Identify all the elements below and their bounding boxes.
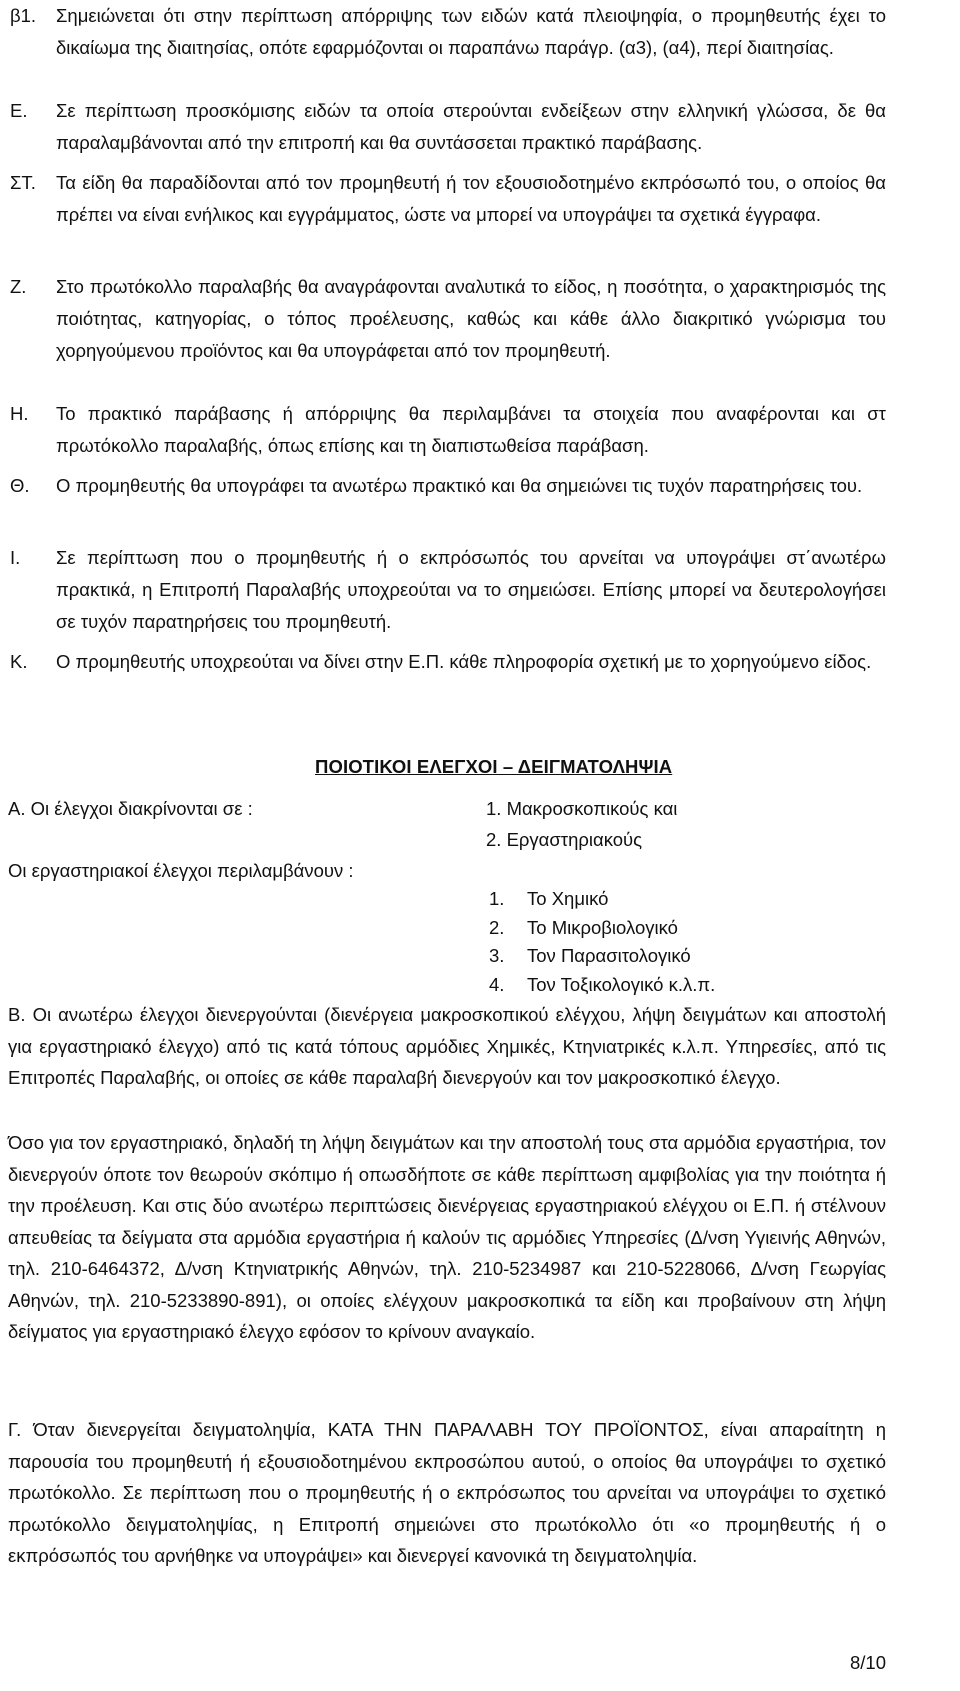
paragraph-label: ΣΤ. — [10, 172, 36, 193]
paragraph-text: Σημειώνεται ότι στην περίπτωση απόρριψης των ειδών κατά πλειοψηφία, ο προμηθευτής έχει το δικαίωμα της διαιτησίας, οπότε εφαρμόζονται οι παραπάνω παράγρ. (α3), (α4), περί διαιτησίας. — [56, 5, 886, 58]
paragraph-text: Τα είδη θα παραδίδονται από τον προμηθευτή ή τον εξουσιοδοτημένο εκπρόσωπό του, ο οποίος θα πρέπει να είναι ενήλικος και εγγράμματος, ώστε να μπορεί να υπογράψει τα σχετικά έγγραφα. — [56, 172, 886, 225]
lab-item-number: 2. — [489, 917, 505, 938]
paragraph-text: Στο πρωτόκολλο παραλαβής θα αναγράφονται αναλυτικά το είδος, η ποσότητα, ο χαρακτηρισμός της ποιότητας, κατηγορίας, ο τόπος προέλευσης, καθώς και κάθε άλλο διακριτικό γνώρισμα του χορηγούμενου προϊόντος και θα υπογράφεται από τον προμηθευτή. — [56, 276, 886, 361]
lab-item-number: 1. — [489, 888, 505, 909]
paragraph-text: Το πρακτικό παράβασης ή απόρριψης θα περιλαμβάνει τα στοιχεία που αναφέρονται και στ πρωτόκολλο παραλαβής, όπως επίσης και τη διαπιστωθείσα παράβαση. — [56, 403, 886, 456]
lab-checks-label: Οι εργαστηριακοί έλεγχοι περιλαμβάνουν : — [8, 860, 354, 881]
page-number: 8/10 — [849, 1652, 886, 1673]
checks-a-item: 2. Εργαστηριακούς — [486, 829, 643, 850]
paragraph-label: Ι. — [10, 547, 21, 568]
lab-item-text: Τον Παρασιτολογικό — [527, 945, 691, 966]
paragraph-label: Κ. — [10, 651, 28, 672]
section-heading: ΠΟΙΟΤΙΚΟΙ ΕΛΕΓΧΟΙ – ΔΕΙΓΜΑΤΟΛΗΨΙΑ — [315, 756, 673, 777]
paragraph-label: Θ. — [10, 475, 30, 496]
paragraph-text: Ο προμηθευτής θα υπογράφει τα ανωτέρω πρακτικό και θα σημειώνει τις τυχόν παρατηρήσεις του. — [56, 475, 863, 496]
paragraph-label: Ζ. — [10, 276, 27, 297]
lab-item-text: Το Χημικό — [527, 888, 609, 909]
paragraph-label: Η. — [10, 403, 29, 424]
paragraph-text: Σε περίπτωση που ο προμηθευτής ή ο εκπρόσωπός του αρνείται να υπογράψει στ΄ανωτέρω πρακτικά, η Επιτροπή Παραλαβής υποχρεούται να το σημειώσει. Επίσης μπορεί να δευτερολογήσει σε τυχόν παρατηρήσεις του προμηθευτή. — [56, 547, 886, 632]
body-block-b: Β. Οι ανωτέρω έλεγχοι διενεργούνται (διενέργεια μακροσκοπικού ελέγχου, λήψη δειγμάτων και αποστολή για εργαστηριακό έλεγχο) από τις κατά τόπους αρμόδιες Χημικές, Κτηνιατρικές κ.λ.π. Υπηρεσίες, από τις Επιτροπές Παραλαβής, οι οποίες σε κάθε παραλαβή διενεργούν και τον μακροσκοπικό έλεγχο. — [8, 1004, 886, 1088]
paragraph-text: Ο προμηθευτής υποχρεούται να δίνει στην Ε.Π. κάθε πληροφορία σχετική με το χορηγούμενο είδος. — [56, 651, 872, 672]
paragraph-text: Σε περίπτωση προσκόμισης ειδών τα οποία στερούνται ενδείξεων στην ελληνική γλώσσα, δε θα παραλαμβάνονται από την επιτροπή και θα συντάσσεται πρακτικό παράβασης. — [56, 100, 886, 153]
body-block-g: Γ. Όταν διενεργείται δειγματοληψία, ΚΑΤΑ ΤΗΝ ΠΑΡΑΛΑΒΗ ΤΟΥ ΠΡΟΪΟΝΤΟΣ, είναι απαραίτητη η παρουσία του προμηθευτή ή εξουσιοδοτημένου εκπροσώπου αυτού, ο οποίος θα υπογράψει το σχετικό πρωτόκολλο. Σε περίπτωση που ο προμηθευτής ή ο εκπρόσωπος του αρνείται να υπογράψει το σχετικό πρωτόκολλο δειγματοληψίας, η Επιτροπή σημειώνει στο πρωτόκολλο ότι «ο προμηθευτής ή ο εκπρόσωπός του αρνήθηκε να υπογράψει» και διενεργεί κανονικά τη δειγματοληψία. — [8, 1419, 886, 1566]
paragraph-label: β1. — [10, 5, 37, 26]
lab-item-text: Το Μικροβιολογικό — [527, 917, 678, 938]
lab-item-number: 4. — [489, 974, 505, 995]
checks-a-label: Α. Οι έλεγχοι διακρίνονται σε : — [8, 798, 253, 819]
checks-a-item: 1. Μακροσκοπικούς και — [486, 798, 678, 819]
body-block-lab: Όσο για τον εργαστηριακό, δηλαδή τη λήψη δειγμάτων και την αποστολή τους στα αρμόδια εργαστήρια, τον διενεργούν όποτε τον θεωρούν σκόπιμο ή οπωσδήποτε σε κάθε περίπτωση αμφιβολίας για την ποιότητα ή την προέλευση. Και στις δύο ανωτέρω περιπτώσεις διενέργειας εργαστηριακού ελέγχου οι Ε.Π. ή στέλνουν απευθείας τα δείγματα στα αρμόδια εργαστήρια ή καλούν τις αρμόδιες Υπηρεσίες (Δ/νση Υγιεινής Αθηνών, τηλ. 210-6464372, Δ/νση Κτηνιατρικής Αθηνών, τηλ. 210-5234987 και 210-5228066, Δ/νση Γεωργίας Αθηνών, τηλ. 210-5233890-891), οι οποίες ελέγχουν μακροσκοπικά τα είδη και προβαίνουν στη λήψη δείγματος για εργαστηριακό έλεγχο εφόσον το κρίνουν αναγκαίο. — [8, 1132, 886, 1342]
paragraph-label: Ε. — [10, 100, 28, 121]
lab-item-number: 3. — [489, 945, 505, 966]
lab-item-text: Τον Τοξικολογικό κ.λ.π. — [527, 974, 716, 995]
